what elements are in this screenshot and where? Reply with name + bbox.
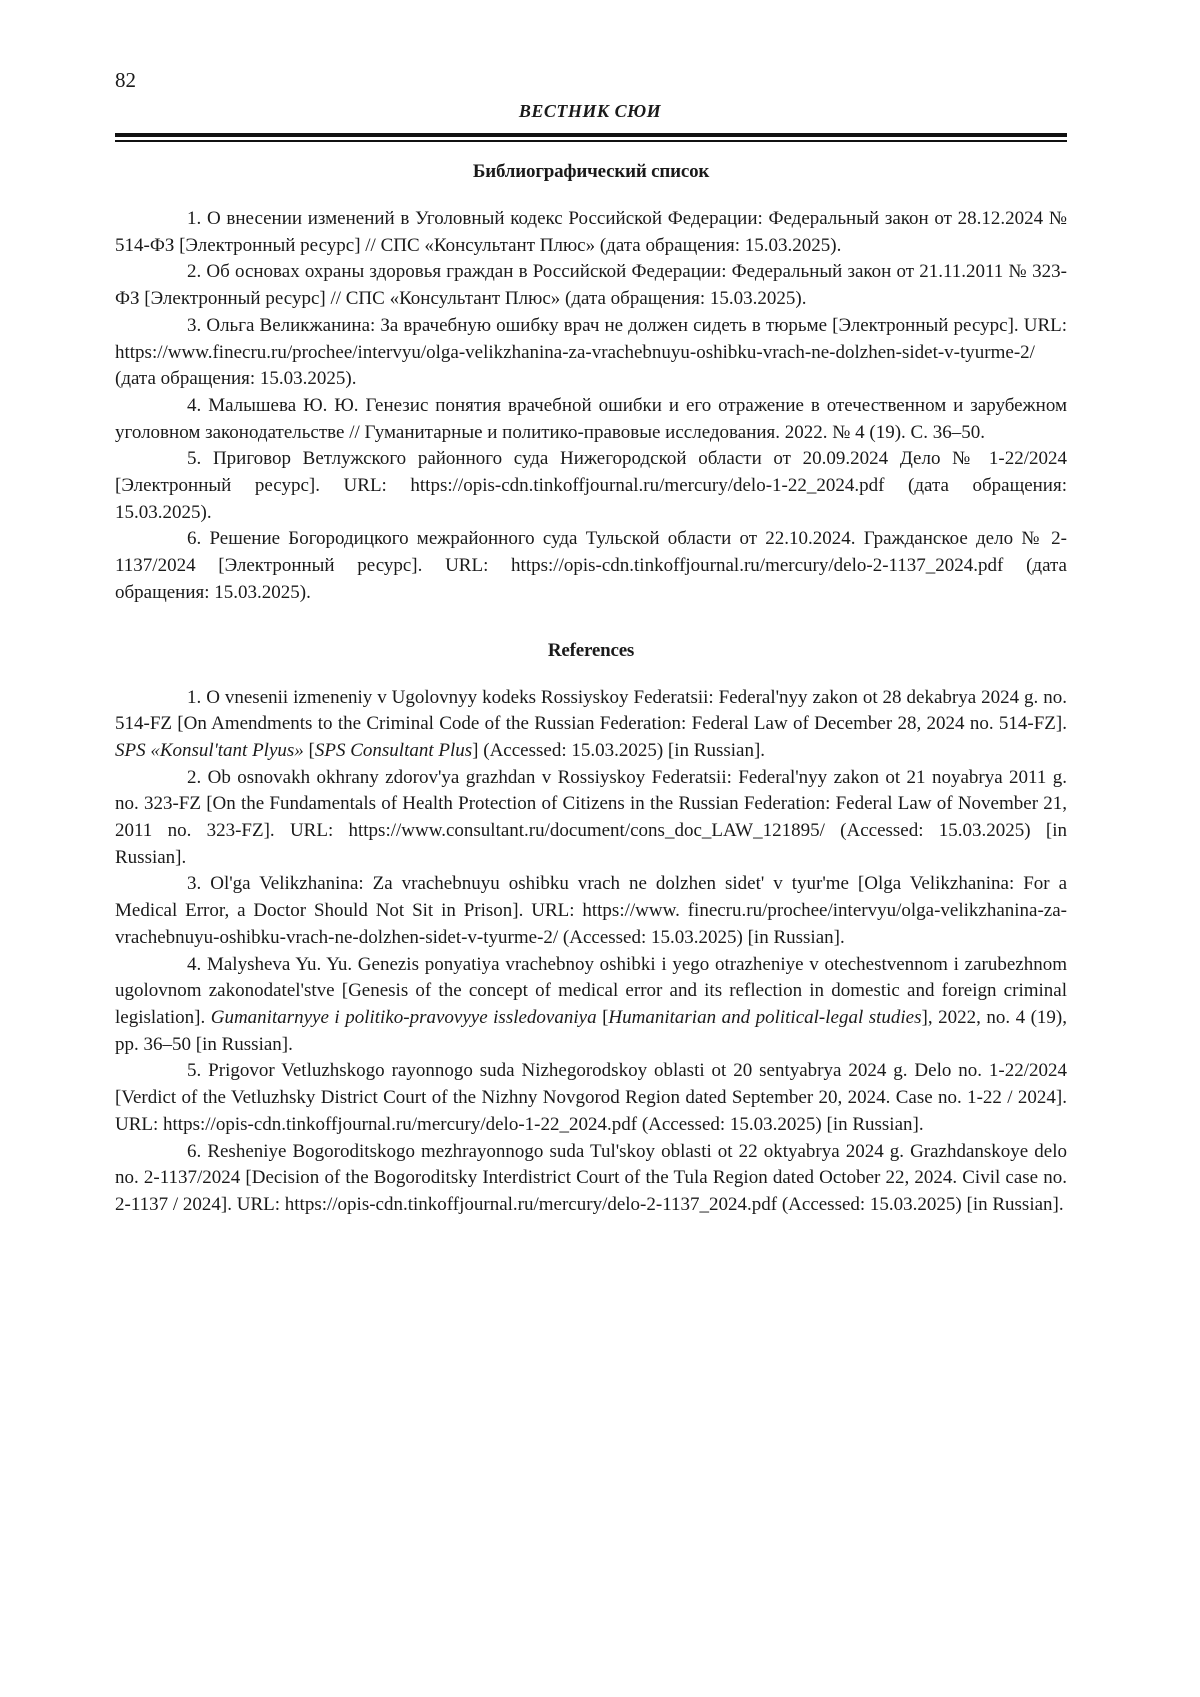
reference-item-bracket: [ xyxy=(309,740,315,761)
bibliography-item xyxy=(115,206,1067,259)
reference-item-source-translation-italic: SPS Consultant Plus xyxy=(315,740,472,761)
bibliography-item-text: Малышева Ю. Ю. Генезис понятия врачебной ошибки и его отражение в отечественном и зарубежном уголовном законодательстве // Гуманитарные и политико-правовые исследования. 2022. № 4 (19). С. 36–50. xyxy=(115,395,1067,443)
bibliography-item-text: О внесении изменений в Уголовный кодекс Российской Федерации: Федеральный закон от 28.12.2024 № 514-ФЗ [Электронный ресурс] // СПС «Консультант Плюс» (дата обращения: 15.03.2025). xyxy=(115,208,1067,256)
bibliography-item-text: Приговор Ветлужского районного суда Нижегородской области от 20.09.2024 Дело № 1-22/2024 [Электронный ресурс]. URL: https://opis-cdn.tinkoffjournal.ru/mercury/delo-1-22_2024.pdf (дата обращения: 15.03.2025). xyxy=(115,448,1067,522)
reference-item-tail: ], 2022, no. 4 (19), pp. 36–50 [in Russian]. xyxy=(115,1007,1067,1055)
bibliography-item-number: 6. xyxy=(187,528,201,549)
page-content xyxy=(115,158,1067,1219)
reference-item xyxy=(115,871,1067,951)
reference-item-text: Ol'ga Velikzhanina: Za vrachebnuyu oshibku vrach ne dolzhen sidet' v tyur'me [Olga Velikzhanina: For a Medical Error, a Doctor Should Not Sit in Prison]. URL: https://www. finecru.ru/prochee/intervyu/olga-velikzhanina-za-vrachebnuyu-oshibku-vrach-ne-dolzhen-sidet-v-tyurme-2/ (Accessed: 15.03.2025) [in Russian]. xyxy=(115,873,1067,947)
bibliography-item xyxy=(115,526,1067,606)
bibliography-item-number: 2. xyxy=(187,261,201,282)
reference-item-number: 1. xyxy=(187,687,201,708)
bibliography-list xyxy=(115,206,1067,607)
journal-title: ВЕСТНИК СЮИ xyxy=(115,102,1065,120)
reference-item-number: 5. xyxy=(187,1060,201,1081)
reference-item xyxy=(115,685,1067,765)
reference-item-text: O vnesenii izmeneniy v Ugolovnyy kodeks Rossiyskoy Federatsii: Federal'nyy zakon ot 28 dekabrya 2024 g. no. 514-FZ [On Amendments to the Criminal Code of the Russian Federation: Federal Law of December 28, 2024 no. 514-FZ]. xyxy=(115,687,1067,735)
reference-item-number: 2. xyxy=(187,767,201,788)
bibliography-item xyxy=(115,313,1067,393)
reference-item xyxy=(115,952,1067,1059)
bibliography-item-number: 4. xyxy=(187,395,201,416)
references-heading: References xyxy=(115,637,1067,665)
bibliography-item-number: 5. xyxy=(187,448,201,469)
reference-item-source-italic: SPS «Konsul'tant Plyus» xyxy=(115,740,304,761)
header-rule-thick xyxy=(115,133,1067,137)
bibliography-item-number: 1. xyxy=(187,208,201,229)
reference-item-text: Prigovor Vetluzhskogo rayonnogo suda Nizhegorodskoy oblasti ot 20 sentyabrya 2024 g. Delo no. 1-22/2024 [Verdict of the Vetluzhsky District Court of the Nizhny Novgorod Region dated September 20, 2024. Case no. 1-22 / 2024]. URL: https://opis-cdn.tinkoffjournal.ru/mercury/delo-1-22_2024.pdf (Accessed: 15.03.2025) [in Russian]. xyxy=(115,1060,1067,1134)
reference-item xyxy=(115,1139,1067,1219)
page-number: 82 xyxy=(115,70,136,91)
references-list xyxy=(115,685,1067,1219)
reference-item xyxy=(115,1058,1067,1138)
bibliography-item-text: Об основах охраны здоровья граждан в Российской Федерации: Федеральный закон от 21.11.2011 № 323-ФЗ [Электронный ресурс] // СПС «Консультант Плюс» (дата обращения: 15.03.2025). xyxy=(115,261,1067,309)
reference-item-text: Resheniye Bogoroditskogo mezhrayonnogo suda Tul'skoy oblasti ot 22 oktyabrya 2024 g. Grazhdanskoye delo no. 2-1137/2024 [Decision of the Bogoroditsky Interdistrict Court of the Tula Region dated October 22, 2024. Civil case no. 2-1137 / 2024]. URL: https://opis-cdn.tinkoffjournal.ru/mercury/delo-2-1137_2024.pdf (Accessed: 15.03.2025) [in Russian]. xyxy=(115,1141,1067,1215)
reference-item-number: 6. xyxy=(187,1141,201,1162)
reference-item-number: 3. xyxy=(187,873,201,894)
reference-item-source-italic: Gumanitarnyye i politiko-pravovyye issledovaniya xyxy=(211,1007,597,1028)
bibliography-item xyxy=(115,259,1067,312)
bibliography-heading: Библиографический список xyxy=(115,158,1067,186)
reference-item-text: Malysheva Yu. Yu. Genezis ponyatiya vrachebnoy oshibki i yego otrazheniye v otechestvennom i zarubezhnom ugolovnom zakonodatel'stve [Genesis of the concept of medical error and its reflection in domestic and foreign criminal legislation]. xyxy=(115,954,1067,1028)
reference-item-tail: ] (Accessed: 15.03.2025) [in Russian]. xyxy=(472,740,765,761)
bibliography-item-text: Решение Богородицкого межрайонного суда Тульской области от 22.10.2024. Гражданское дело № 2-1137/2024 [Электронный ресурс]. URL: https://opis-cdn.tinkoffjournal.ru/mercury/delo-2-1137_2024.pdf (дата обращения: 15.03.2025). xyxy=(115,528,1067,602)
reference-item-bracket: [ xyxy=(602,1007,608,1028)
bibliography-item xyxy=(115,393,1067,446)
header-rule-thin xyxy=(115,140,1067,142)
reference-item-text: Ob osnovakh okhrany zdorov'ya grazhdan v Rossiyskoy Federatsii: Federal'nyy zakon ot 21 noyabrya 2011 g. no. 323-FZ [On the Fundamentals of Health Protection of Citizens in the Russian Federation: Federal Law of November 21, 2011 no. 323-FZ]. URL: https://www.consultant.ru/document/cons_doc_LAW_121895/ (Accessed: 15.03.2025) [in Russian]. xyxy=(115,767,1067,868)
bibliography-item-number: 3. xyxy=(187,315,201,336)
reference-item-number: 4. xyxy=(187,954,201,975)
bibliography-item xyxy=(115,446,1067,526)
reference-item-source-translation-italic: Humanitarian and political-legal studies xyxy=(608,1007,921,1028)
reference-item xyxy=(115,765,1067,872)
bibliography-item-text: Ольга Великжанина: За врачебную ошибку врач не должен сидеть в тюрьме [Электронный ресурс]. URL: https://www.finecru.ru/prochee/intervyu/olga-velikzhanina-za-vrachebnuyu-oshibku-vrach-ne-dolzhen-sidet-v-tyurme-2/ (дата обращения: 15.03.2025). xyxy=(115,315,1067,389)
